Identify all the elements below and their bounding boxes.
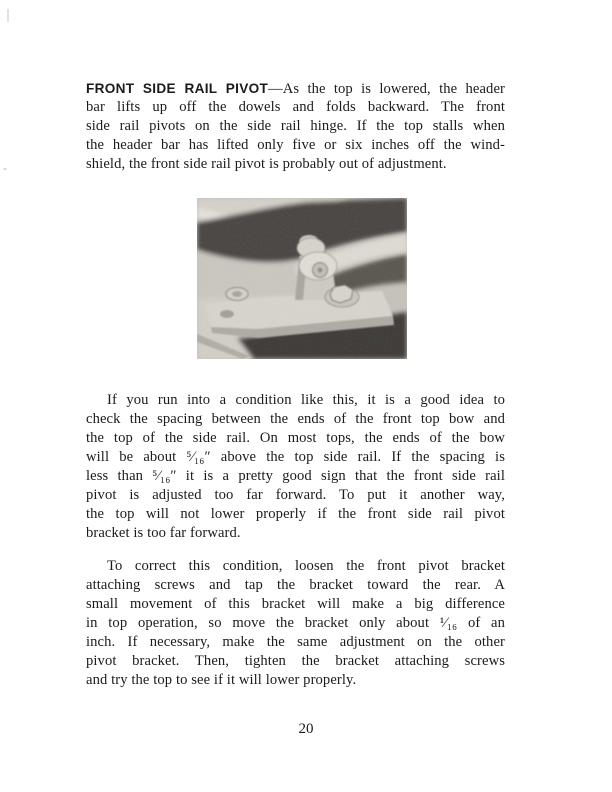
- scan-artifact: [3, 168, 7, 170]
- text-run: —As the top is lowered, the header: [268, 81, 505, 97]
- pivot-bracket-photo-art: [197, 198, 407, 359]
- text-line: shield, the front side rail pivot is probably out of adjustment.: [86, 156, 447, 172]
- text-line: small movement of this bracket will make a big difference: [86, 596, 505, 612]
- paragraph-3: [86, 557, 505, 690]
- text-line: [86, 79, 505, 98]
- scan-artifact: [7, 9, 9, 22]
- text-line: the header bar has lifted only five or six inches off the wind-: [86, 137, 505, 153]
- text-line: If you run into a condition like this, it is a good idea to: [107, 392, 505, 408]
- section-heading: FRONT SIDE RAIL PIVOT: [86, 81, 269, 96]
- text-line: the top of the side rail. On most tops, the ends of the bow: [86, 430, 505, 446]
- paragraph-lead: [86, 79, 505, 174]
- text-line: pivot bracket. Then, tighten the bracket attaching screws: [86, 653, 505, 669]
- text-line: To correct this condition, loosen the front pivot bracket: [107, 558, 505, 574]
- text-line: bracket is too far forward.: [86, 525, 241, 541]
- text-line: attaching screws and tap the bracket toward the rear. A: [86, 577, 505, 593]
- text-line: inch. If necessary, make the same adjustment on the other: [86, 634, 505, 650]
- text-line: bar lifts up off the dowels and folds backward. The front: [86, 99, 505, 115]
- text-line: the top will not lower properly if the front side rail pivot: [86, 506, 505, 522]
- text-line: and try the top to see if it will lower properly.: [86, 672, 357, 688]
- text-line: pivot is adjusted too far forward. To put it another way,: [86, 487, 505, 503]
- text-line: will be about ⁵⁄₁₆″ above the top side rail. If the spacing is: [86, 449, 505, 465]
- pivot-bracket-photo: [197, 198, 407, 359]
- page-number: 20: [298, 721, 314, 737]
- text-line: side rail pivots on the side rail hinge. If the top stalls when: [86, 118, 505, 134]
- paragraph-2: [86, 391, 505, 543]
- text-line: check the spacing between the ends of the front top bow and: [86, 411, 505, 427]
- text-line: in top operation, so move the bracket only about ¹⁄₁₆ of an: [86, 615, 505, 631]
- text-line: less than ⁵⁄₁₆″ it is a pretty good sign that the front side rail: [86, 468, 505, 484]
